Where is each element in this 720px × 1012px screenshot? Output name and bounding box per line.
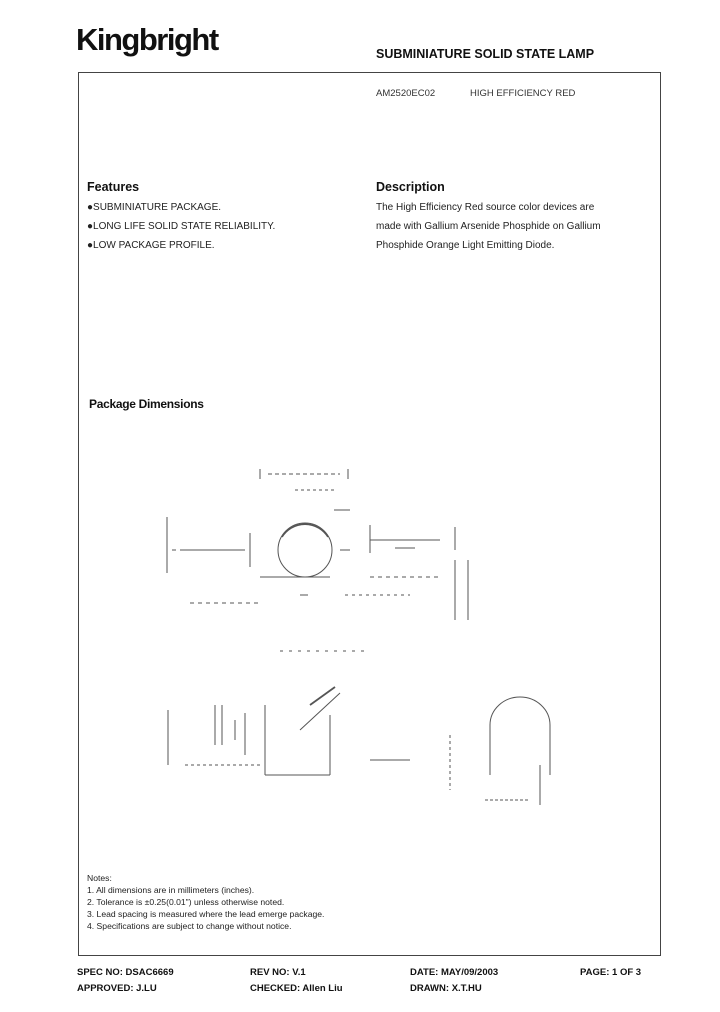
note-item: 4. Specifications are subject to change without notice.: [87, 921, 292, 931]
kingbright-logo: Kingbright: [76, 22, 218, 57]
document-title: SUBMINIATURE SOLID STATE LAMP: [376, 47, 595, 61]
note-item: 3. Lead spacing is measured where the lead emerge package.: [87, 909, 325, 919]
emitting-color: HIGH EFFICIENCY RED: [470, 88, 576, 99]
part-number: AM2520EC02: [376, 88, 436, 99]
description-line: Phosphide Orange Light Emitting Diode.: [376, 240, 555, 251]
drawn-by: DRAWN: X.T.HU: [410, 983, 482, 994]
lens-view-outline: [370, 697, 550, 805]
feature-item: ●SUBMINIATURE PACKAGE.: [87, 202, 222, 213]
checked-by: CHECKED: Allen Liu: [250, 983, 343, 994]
approved-by: APPROVED: J.LU: [77, 983, 157, 994]
side-view-outline: [280, 525, 468, 651]
description-heading: Description: [376, 180, 445, 194]
revision-number: REV NO: V.1: [250, 967, 306, 978]
feature-item: ●LOW PACKAGE PROFILE.: [87, 240, 215, 251]
description-line: The High Efficiency Red source color devices are: [376, 202, 595, 213]
issue-date: DATE: MAY/09/2003: [410, 967, 499, 978]
front-view-outline: [168, 687, 340, 775]
page-number: PAGE: 1 OF 3: [580, 967, 642, 978]
feature-item: ●LONG LIFE SOLID STATE RELIABILITY.: [87, 221, 276, 232]
note-item: 2. Tolerance is ±0.25(0.01") unless otherwise noted.: [87, 897, 285, 907]
package-dimensions-heading: Package Dimensions: [89, 397, 204, 411]
top-view-outline: [167, 469, 350, 603]
notes-heading: Notes:: [87, 873, 112, 883]
features-heading: Features: [87, 180, 140, 194]
note-item: 1. All dimensions are in millimeters (inches).: [87, 885, 255, 895]
package-dimension-drawing: [150, 455, 560, 825]
description-line: made with Gallium Arsenide Phosphide on Gallium: [376, 221, 601, 232]
spec-number: SPEC NO: DSAC6669: [77, 967, 174, 978]
